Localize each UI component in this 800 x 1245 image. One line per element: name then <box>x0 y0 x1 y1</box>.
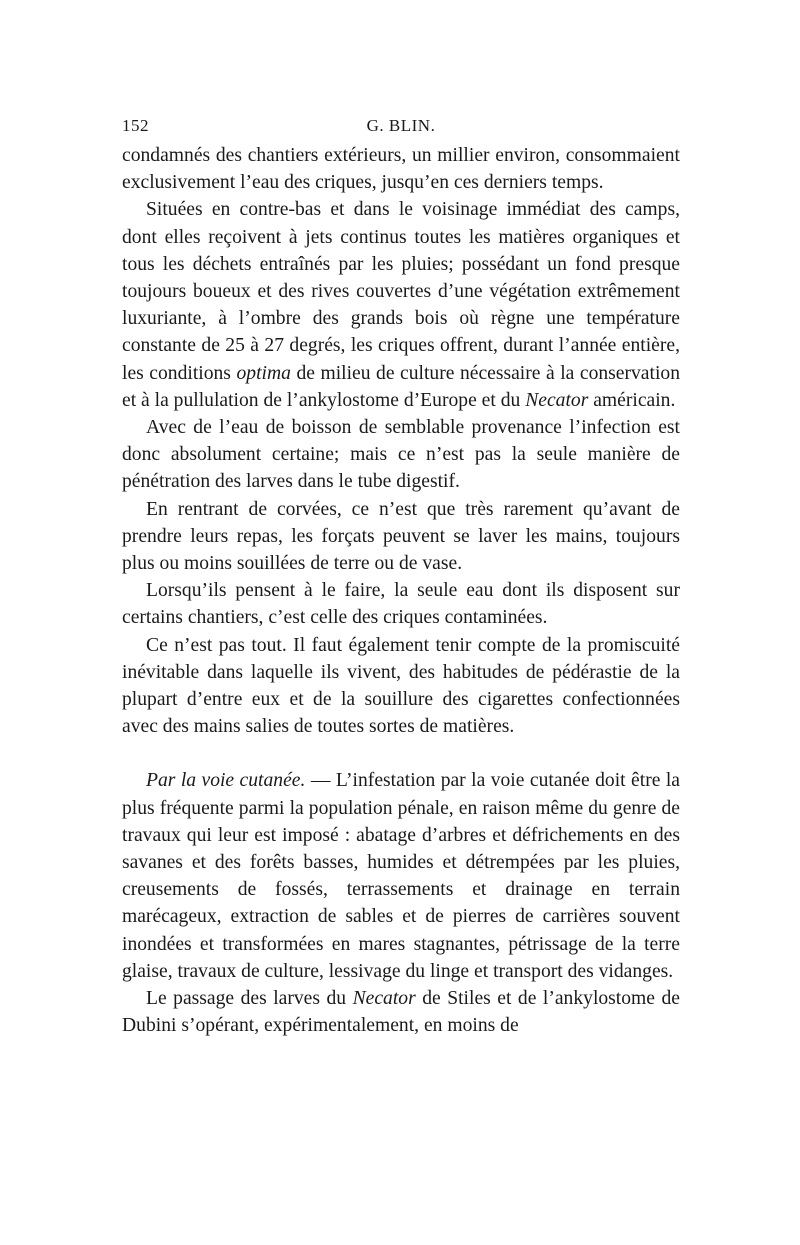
paragraph-corvees: En rentrant de corvées, ce n’est que très rarement qu’avant de prendre leurs repas, les forçats peuvent se laver les mains, toujours plus ou moins souillées de terre ou de vase. <box>122 498 680 575</box>
section-gap <box>122 740 680 767</box>
paragraph-passage-start: Le passage des larves du <box>146 988 347 1010</box>
paragraph-passage-larves <box>122 985 680 1039</box>
paragraph-promiscuite: Ce n’est pas tout. Il faut également tenir compte de la promiscuité inévitable dans laquelle ils vivent, des habitudes de pédérastie de la plupart d’entre eux et de la souillure des cigarettes confectionnées avec des mains salies de toutes sortes de matières. <box>122 634 680 738</box>
paragraph-chantiers: Lorsqu’ils pensent à le faire, la seule eau dont ils disposent sur certains chantiers, c’est celle des criques contaminées. <box>122 580 680 629</box>
italic-optima: optima <box>236 362 291 384</box>
paragraph-continued: condamnés des chantiers extérieurs, un millier environ, consommaient exclusivement l’eau des criques, jusqu’en ces derniers temps. <box>122 145 680 194</box>
paragraph-passage-text: de Stiles et de l’ankylostome de Dubini s’opérant, expérimentalement, en moins de <box>122 988 680 1037</box>
italic-necator: Necator <box>525 389 589 411</box>
page-number: 152 <box>122 116 149 135</box>
running-title: G. BLIN. <box>366 116 436 135</box>
section-heading-voie-cutanee: Par la voie cutanée. <box>146 770 306 792</box>
book-page <box>122 112 680 1040</box>
italic-necator-2: Necator <box>352 988 416 1010</box>
paragraph-voie-cutanee <box>122 767 680 985</box>
running-head <box>122 112 680 142</box>
paragraph-criques-text: Situées en contre-bas et dans le voisinage immédiat des camps, dont elles reçoivent à jets continus toutes les matières organiques et tous les déchets entraînés par les pluies; possédant un fond presque toujours boueux et des rives couvertes d’une végétation extrêmement luxuriante, à l’ombre des grands bois où règne une température constante de 25 à 27 degrés, les criques offrent, durant l’année entière, les conditions <box>122 199 680 384</box>
paragraph-criques-end: américain. <box>593 389 676 411</box>
paragraph-boisson: Avec de l’eau de boisson de semblable provenance l’infection est donc absolument certaine; mais ce n’est pas la seule manière de pénétration des larves dans le tube digestif. <box>122 417 680 493</box>
paragraph-criques-mid: de milieu de culture nécessaire à la conservation et à la pullulation de l’ankylostome d’Europe et du <box>122 362 680 411</box>
paragraph-criques <box>122 196 680 414</box>
paragraph-voie-cutanee-text: — L’infestation par la voie cutanée doit être la plus fréquente parmi la population pénale, en raison même du genre de travaux qui leur est imposé : abatage d’arbres et défrichements en des savanes et des forêts basses, humides et détrempées par les pluies, creusements de fossés, terrassements et drainage en terrain marécageux, extraction de sables et de pierres de carrières souvent inondées et transformées en mares stagnantes, pétrissage de la terre glaise, travaux de culture, lessivage du linge et transport des vidanges. <box>122 770 680 982</box>
